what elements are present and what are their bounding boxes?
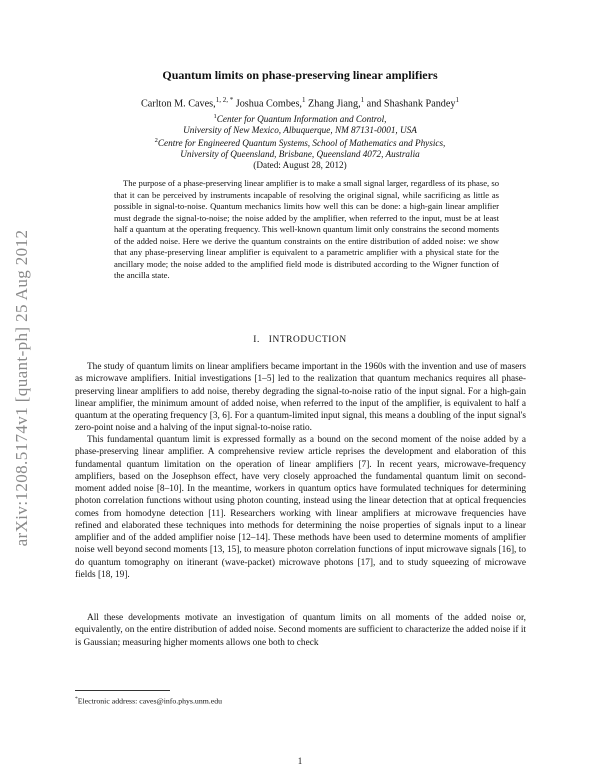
author-affiliation-marks: 1	[455, 96, 460, 104]
author-name: Carlton M. Caves,	[140, 98, 216, 110]
paper-title: Quantum limits on phase-preserving linear amplifiers	[162, 68, 438, 82]
footnote-divider	[75, 690, 170, 691]
footnote-mark: *	[75, 696, 78, 702]
body-paragraph: The study of quantum limits on linear amplifiers became important in the 1960s with the invention and use of masers as microwave amplifiers. Initial investigations [1–5] led to the realization that quantum mechanics requires all phase-preserving linear amplifiers to add noise, thereby degrading the signal-to-noise ratio of the input signal. For a high-gain linear amplifier, the minimum amount of added noise, when referred to the input of the amplifier, is equivalent to half a quantum at the operating frequency [3, 6]. For a quantum-limited input signal, this means a doubling of the input signal's zero-point noise and a halving of the input signal-to-noise ratio.	[75, 362, 526, 434]
affiliation-mark: 2	[154, 137, 158, 144]
author-name: and Shashank Pandey	[366, 98, 456, 110]
affiliation-2-line-1: $^2$Centre for Engineered Quantum Systems, School of Mathematics and Physics,	[154, 137, 446, 149]
affiliation-1-line-1: $^1$Center for Quantum Information and Control,	[213, 113, 387, 125]
abstract: The purpose of a phase-preserving linear amplifier is to make a small signal larger, regardless of its phase, so that it can be perceived by instruments incapable of resolving the original signal, while sacrificing as little as possible in signal-to-noise. Quantum mechanics limits how well this can be done: a high-gain linear amplifier must degrade the signal-to-noise; the noise added by the amplifier, when referred to the input, must be at least half a quantum at the operating frequency. This well-known quantum limit only constrains the second moments of the added noise. Here we derive the quantum constraints on the entire distribution of added noise: we show that any phase-preserving linear amplifier is equivalent to a parametric amplifier with a physical state for the ancillary mode; the noise added to the amplified field mode is distributed according to the Wigner function of the ancilla state.	[114, 178, 499, 280]
author-name: Joshua Combes,	[235, 98, 302, 110]
section-title: INTRODUCTION	[268, 335, 347, 345]
footnote-text: Electronic address: caves@info.phys.unm.edu	[77, 696, 222, 706]
author-affiliation-marks: 1	[301, 96, 306, 104]
author-affiliation-marks: 1	[360, 96, 365, 104]
affiliation-1-line-2: University of New Mexico, Albuquerque, NM 87131-0001, USA	[183, 125, 417, 135]
body-paragraph: This fundamental quantum limit is expressed formally as a bound on the second moment of the noise added by a phase-preserving linear amplifier. A comprehensive review article reprises the development and elaboration of this fundamental quantum limitation on the operation of linear amplifiers [7]. In recent years, microwave-frequency amplifiers, based on the Josephson effect, have very closely approached the fundamental quantum limit on second-moment added noise [8–10]. In the meantime, workers in quantum optics have formulated techniques for determining photon correlation functions without using photon counting, instead using the linear detection that at optical frequencies comes from homodyne detection [11]. Researchers working with linear amplifiers at microwave frequencies have refined and elaborated these techniques into methods for determining the noise properties of signals input to a linear amplifier and of the added amplifier noise [12–14]. These methods have been used to determine moments of amplifier noise well beyond second moments [13, 15], to measure photon correlation functions of input microwave signals [16], to do quantum tomography on itinerant (wave-packet) microwave photons [17], and to study squeezing of microwave fields [18, 19].	[75, 435, 526, 580]
author-list	[0, 96, 600, 109]
footnote	[75, 696, 222, 706]
arxiv-identifier-text: arXiv:1208.5174v1 [quant-ph] 25 Aug 2012	[12, 229, 31, 547]
page-number: 1	[297, 756, 303, 766]
affiliation-mark: 1	[213, 113, 217, 120]
body-paragraph: All these developments motivate an investigation of quantum limits on all moments of the added noise or, equivalently, on the entire distribution of added noise. Second moments are sufficient to characterize the added noise if it is Gaussian; measuring higher moments allows one both to check	[75, 613, 526, 648]
author-affiliation-marks: 1, 2, *	[215, 96, 234, 104]
paper-date: (Dated: August 28, 2012)	[253, 160, 347, 170]
section-number: I.	[253, 335, 260, 345]
section-heading	[0, 335, 600, 345]
author-name: Zhang Jiang,	[308, 98, 361, 110]
affiliation-2-line-2: University of Queensland, Brisbane, Queensland 4072, Australia	[180, 149, 420, 159]
